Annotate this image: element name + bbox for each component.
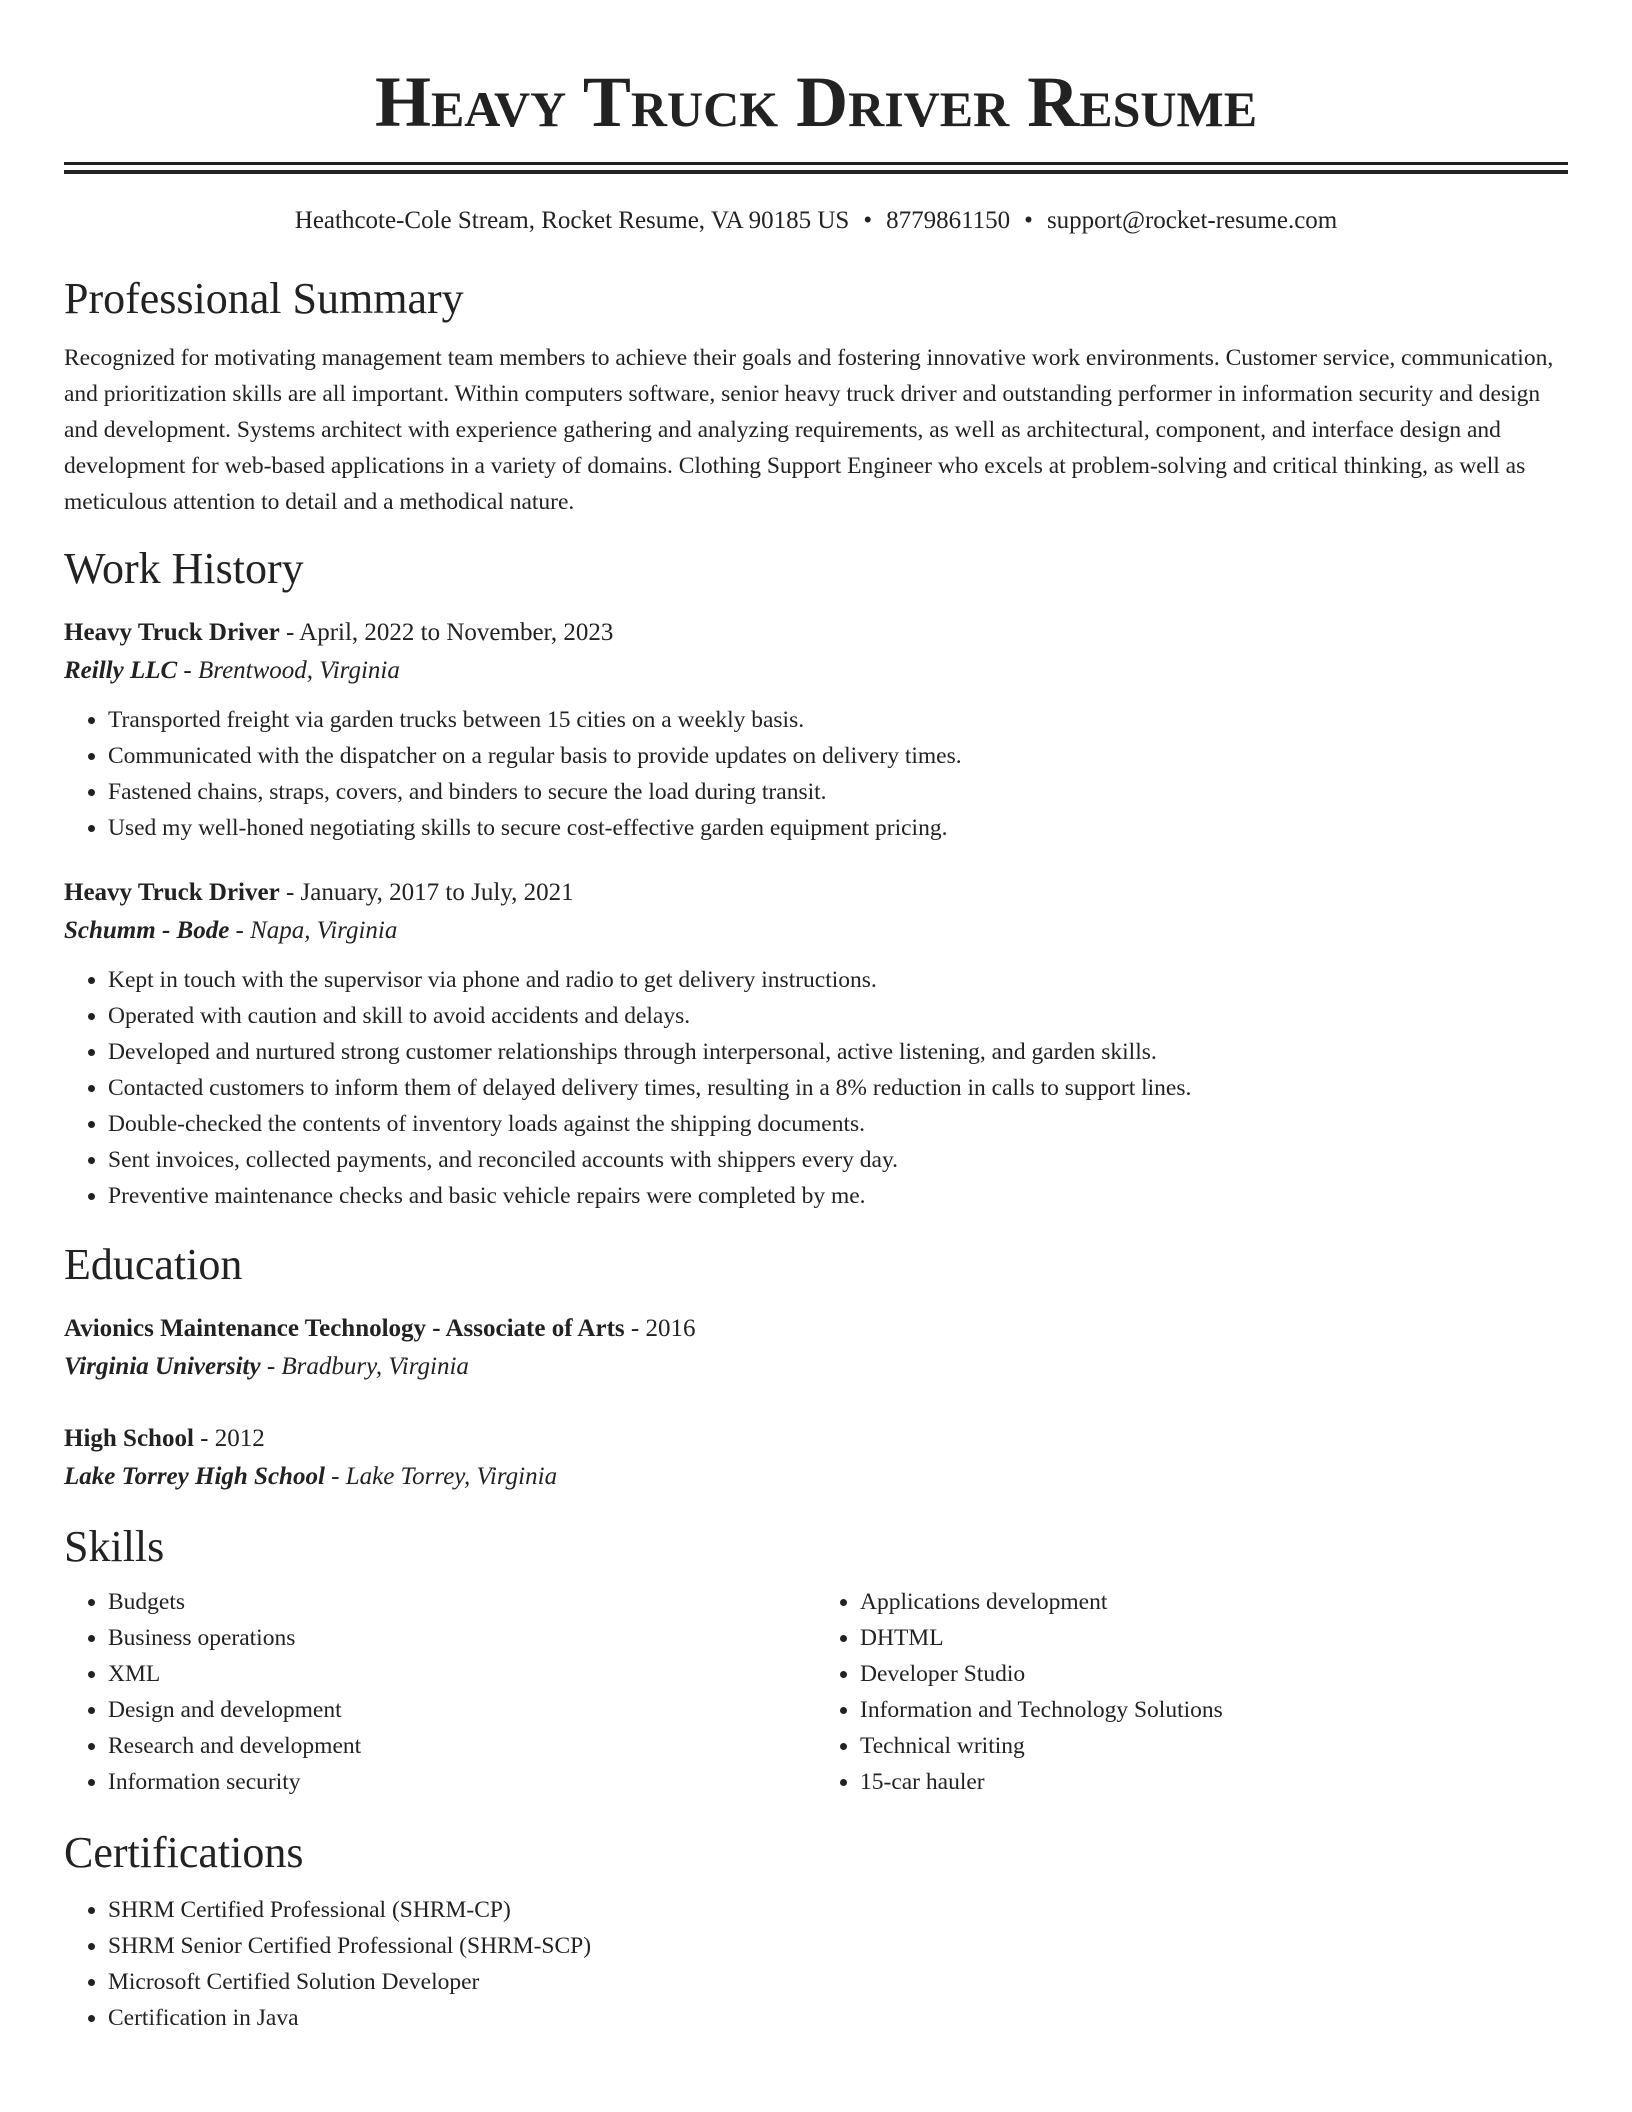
job-duties-list bbox=[64, 702, 1568, 846]
skills-section bbox=[64, 1520, 1568, 1800]
list-item: • Information security bbox=[108, 1764, 816, 1800]
resume-title: Heavy Truck Driver Resume bbox=[374, 62, 1258, 142]
skills-list-right bbox=[816, 1584, 1568, 1800]
list-item: • Budgets bbox=[108, 1584, 816, 1620]
school-location: - Lake Torrey, Virginia bbox=[324, 1463, 558, 1490]
list-item: • Technical writing bbox=[860, 1728, 1568, 1764]
list-item: • Applications development bbox=[860, 1584, 1568, 1620]
job-title-line bbox=[64, 874, 1568, 912]
job-title-line bbox=[64, 614, 1568, 652]
education-section bbox=[64, 1238, 1568, 1496]
graduation-year: - 2012 bbox=[193, 1425, 265, 1452]
job-entry bbox=[64, 874, 1568, 1214]
job-company: Schumm - Bode bbox=[64, 917, 230, 944]
skills-list-left bbox=[64, 1584, 816, 1800]
list-item: • Fastened chains, straps, covers, and binders to secure the load during transit. bbox=[108, 774, 1568, 810]
school-name: Virginia University bbox=[64, 1353, 261, 1380]
summary-section bbox=[64, 272, 1568, 520]
contact-separator: • bbox=[1024, 207, 1033, 234]
list-item: • DHTML bbox=[860, 1620, 1568, 1656]
job-location: - Napa, Virginia bbox=[229, 917, 398, 944]
school-line bbox=[64, 1458, 1568, 1496]
summary-heading: Professional Summary bbox=[64, 274, 464, 323]
education-entry bbox=[64, 1420, 1568, 1496]
contact-address: Heathcote-Cole Stream, Rocket Resume, VA 90185 US bbox=[294, 207, 850, 234]
list-item: • Developer Studio bbox=[860, 1656, 1568, 1692]
list-item: • Double-checked the contents of inventory loads against the shipping documents. bbox=[108, 1106, 1568, 1142]
list-item: • Information and Technology Solutions bbox=[860, 1692, 1568, 1728]
job-title: Heavy Truck Driver bbox=[64, 619, 280, 646]
job-dates: - January, 2017 to July, 2021 bbox=[279, 879, 574, 906]
job-title: Heavy Truck Driver bbox=[64, 879, 280, 906]
skills-heading: Skills bbox=[64, 1522, 165, 1571]
list-item: • Sent invoices, collected payments, and reconciled accounts with shippers every day. bbox=[108, 1142, 1568, 1178]
list-item: • Design and development bbox=[108, 1692, 816, 1728]
job-entry bbox=[64, 614, 1568, 846]
list-item: • Used my well-honed negotiating skills to secure cost-effective garden equipment pricing. bbox=[108, 810, 1568, 846]
contact-line bbox=[64, 204, 1568, 238]
list-item: • Business operations bbox=[108, 1620, 816, 1656]
list-item: • Developed and nurtured strong customer relationships through interpersonal, active listening, and garden skills. bbox=[108, 1034, 1568, 1070]
job-company-line bbox=[64, 652, 1568, 690]
summary-text: Recognized for motivating management team members to achieve their goals and fostering innovative work environments. Customer service, communication, and prioritization skills are all important. Within computers software, senior heavy truck driver and outstanding performer in information security and design and development. Systems architect with experience gathering and analyzing requirements, as well as architectural, component, and interface design and development for web-based applications in a variety of domains. Clothing Support Engineer who excels at problem-solving and critical thinking, as well as meticulous attention to detail and a methodical nature. bbox=[64, 345, 1554, 515]
certifications-heading: Certifications bbox=[64, 1828, 304, 1877]
education-entry bbox=[64, 1310, 1568, 1386]
job-duties-list bbox=[64, 962, 1568, 1214]
list-item: • Transported freight via garden trucks between 15 cities on a weekly basis. bbox=[108, 702, 1568, 738]
list-item: • SHRM Certified Professional (SHRM-CP) bbox=[108, 1892, 1568, 1928]
contact-phone: 8779861150 bbox=[886, 207, 1011, 234]
school-line bbox=[64, 1348, 1568, 1386]
list-item: • Communicated with the dispatcher on a regular basis to provide updates on delivery times. bbox=[108, 738, 1568, 774]
degree-line bbox=[64, 1420, 1568, 1458]
work-history-section bbox=[64, 542, 1568, 1214]
title-divider bbox=[64, 162, 1568, 174]
graduation-year: - 2016 bbox=[624, 1315, 696, 1342]
list-item: • Preventive maintenance checks and basic vehicle repairs were completed by me. bbox=[108, 1178, 1568, 1214]
degree: High School bbox=[64, 1425, 194, 1452]
certifications-section bbox=[64, 1826, 1568, 2036]
contact-email: support@rocket-resume.com bbox=[1046, 207, 1338, 234]
skills-columns bbox=[64, 1584, 1568, 1800]
list-item: • Research and development bbox=[108, 1728, 816, 1764]
contact-separator: • bbox=[863, 207, 873, 234]
degree: Avionics Maintenance Technology - Associate of Arts bbox=[64, 1315, 625, 1342]
degree-line bbox=[64, 1310, 1568, 1348]
job-company: Reilly LLC bbox=[64, 657, 178, 684]
work-history-heading: Work History bbox=[64, 544, 304, 593]
list-item: • Operated with caution and skill to avoid accidents and delays. bbox=[108, 998, 1568, 1034]
list-item: • SHRM Senior Certified Professional (SHRM-SCP) bbox=[108, 1928, 1568, 1964]
list-item: • Contacted customers to inform them of delayed delivery times, resulting in a 8% reduction in calls to support lines. bbox=[108, 1070, 1568, 1106]
education-heading: Education bbox=[64, 1240, 243, 1289]
job-dates: - April, 2022 to November, 2023 bbox=[279, 619, 614, 646]
list-item: • Kept in touch with the supervisor via phone and radio to get delivery instructions. bbox=[108, 962, 1568, 998]
job-location: - Brentwood, Virginia bbox=[177, 657, 400, 684]
job-company-line bbox=[64, 912, 1568, 950]
school-location: - Bradbury, Virginia bbox=[260, 1353, 469, 1380]
list-item: • XML bbox=[108, 1656, 816, 1692]
list-item: • 15-car hauler bbox=[860, 1764, 1568, 1800]
school-name: Lake Torrey High School bbox=[64, 1463, 325, 1490]
list-item: • Microsoft Certified Solution Developer bbox=[108, 1964, 1568, 2000]
list-item: • Certification in Java bbox=[108, 2000, 1568, 2036]
certifications-list bbox=[64, 1892, 1568, 2036]
